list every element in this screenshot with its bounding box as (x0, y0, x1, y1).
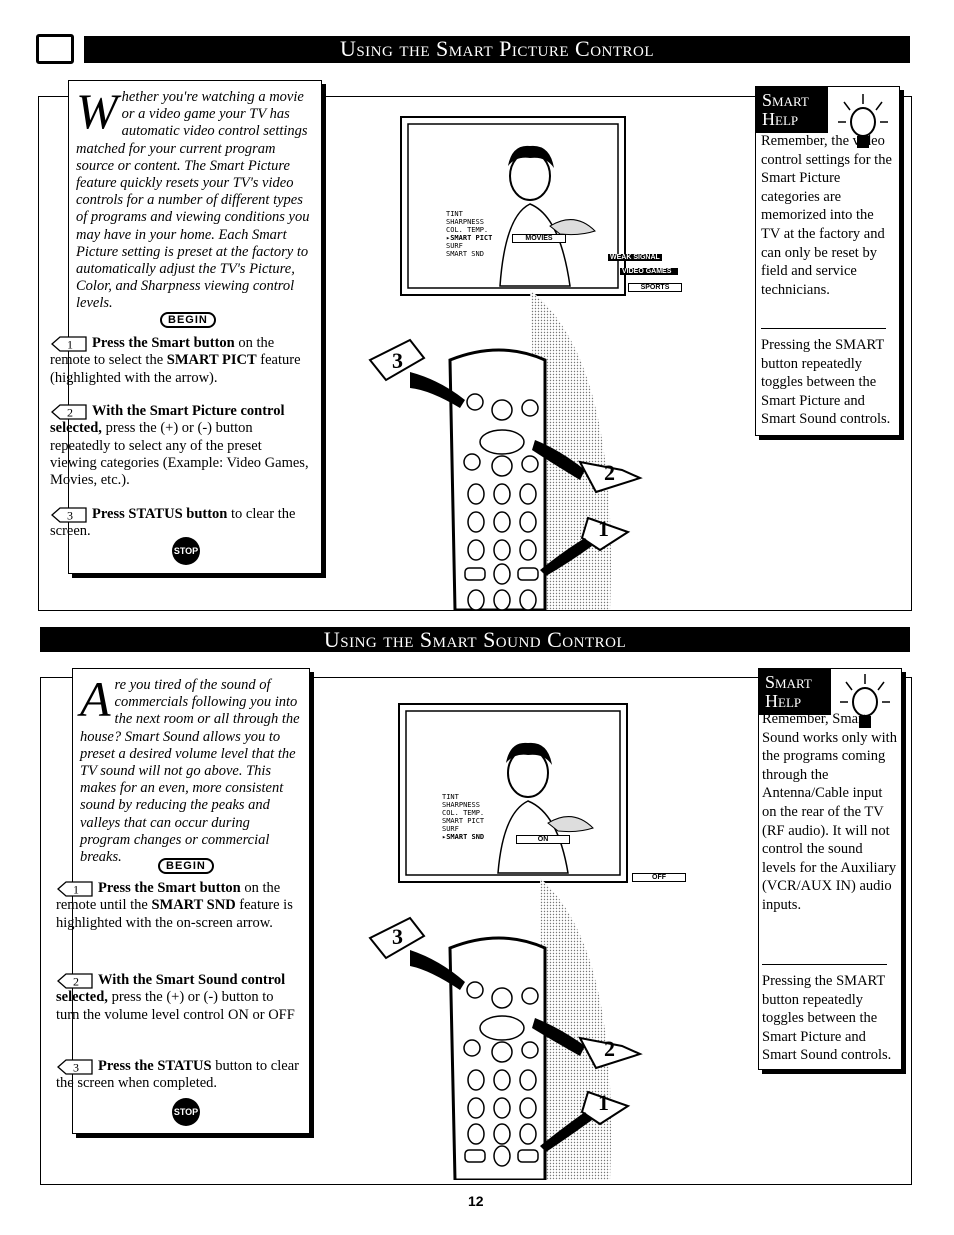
section1-remote-illustration (360, 280, 650, 610)
section2-step-1: 1 Press the Smart button on the remote until the SMART SND feature is highlighted with the on-screen arrow. (56, 880, 293, 931)
svg-text:3: 3 (73, 1060, 79, 1075)
section1-option-sports: SPORTS (628, 283, 682, 292)
section2-step-2: 2 With the Smart Sound control selected, press the (+) or (-) button to turn the volume level control ON or OFF (56, 972, 295, 1023)
svg-text:1: 1 (73, 882, 79, 897)
section1-tv-menu: TINT SHARPNESS COL. TEMP. ▸SMART PICT SURF SMART SND (446, 210, 502, 258)
section1-step-3: 3 Press STATUS button to clear the screen. (50, 506, 296, 540)
section2-help-divider (762, 964, 887, 965)
section2-tv-selected: ON (516, 835, 570, 844)
section2-step-3: 3 Press the STATUS button to clear the screen when completed. (56, 1058, 299, 1092)
section2-intro (80, 671, 302, 866)
step-3-arrow-icon (50, 507, 88, 523)
section1-dropcap: W (76, 83, 118, 139)
svg-text:2: 2 (67, 405, 73, 420)
section2-stop-icon: STOP (172, 1098, 200, 1126)
section1-tv-illustration (400, 116, 626, 296)
section1-intro-text: hether you're watching a movie or a video game your TV has automatic video control settings matched for your current program source or content. The Smart Picture feature quickly resets your TV's video controls for a number of different types of programs and viewing conditions you may have in your home. Each Smart Picture setting is preset at the factory to automatically adjust the TV's Picture, Color, and Sharpness viewing control levels. (76, 89, 310, 312)
section1-help-divider (761, 328, 886, 329)
step-1-arrow-icon (56, 881, 94, 897)
section1-stop-icon: STOP (172, 537, 200, 565)
section1-help-para2: Pressing the SMART button repeatedly toggles between the Smart Picture and Smart Sound controls. (761, 337, 891, 428)
remote-graphic (360, 868, 650, 1180)
step-2-arrow-icon (56, 973, 94, 989)
svg-text:3: 3 (67, 508, 73, 523)
section2-callout-3: 3 (392, 924, 403, 949)
section1-callout-3: 3 (392, 348, 403, 373)
section2-help-header: Smart Help (759, 669, 831, 715)
section2-begin-badge: BEGIN (158, 856, 214, 874)
section2-help-para1: Remember, Smart Sound works only with the programs coming through the Antenna/Cable input on the rear of the TV (RF audio). It will not control the sound levels for the Auxiliary (VCR/AUX IN) audio inputs. (762, 711, 897, 913)
step-2-arrow-icon (50, 404, 88, 420)
section2-title-bar (40, 627, 910, 652)
section2-intro-text: re you tired of the sound of commercials following you into the next room or all through the house? Smart Sound allows you to preset a desired volume level that the TV sound will not go above. This makes for an even, more consistent sound by reducing the peaks and valleys that can occur during program changes or commercial breaks. (80, 677, 300, 866)
section1-option-weak-signal: WEAK SIGNAL (608, 254, 662, 261)
section2-callout-2: 2 (604, 1036, 615, 1061)
page-icon-box (36, 34, 74, 64)
tv-frame-graphic (398, 703, 628, 883)
section1-callout-2: 2 (604, 460, 615, 485)
section1-title-bar (84, 36, 910, 63)
section2-tv-illustration (398, 703, 628, 883)
section2-title: Using the Smart Sound Control (323, 627, 627, 652)
section1-callout-1: 1 (598, 516, 609, 541)
tv-frame-graphic (400, 116, 626, 296)
section1-tv-selected: MOVIES (512, 234, 566, 243)
section1-help-para1: Remember, the video control settings for the Smart Picture categories are memorized into the TV at the factory and can only be reset by field and service technicians. (761, 133, 892, 298)
section1-title: Using the Smart Picture Control (339, 36, 655, 61)
section1-step-2: 2 With the Smart Picture control selected, press the (+) or (-) button repeatedly to select any of the preset viewing categories (Example: Video Games, Movies, etc.). (50, 403, 309, 489)
step-3-arrow-icon (56, 1059, 94, 1075)
step-1-arrow-icon (50, 336, 88, 352)
section1-help-header: Smart Help (756, 87, 828, 133)
section2-option-off: OFF (632, 873, 686, 882)
section2-callout-1: 1 (598, 1090, 609, 1115)
section2-tv-menu: TINT SHARPNESS COL. TEMP. SMART PICT SURF ▸SMART SND (442, 793, 498, 841)
svg-text:1: 1 (67, 337, 73, 352)
section2-remote-illustration (360, 868, 650, 1180)
section2-dropcap: A (80, 671, 111, 727)
section1-step-1: 1 Press the Smart button on the remote to select the SMART PICT feature (highlighted with the arrow). (50, 335, 301, 386)
section2-help-para2: Pressing the SMART button repeatedly toggles between the Smart Picture and Smart Sound controls. (762, 973, 892, 1064)
section1-intro (76, 83, 314, 313)
svg-text:2: 2 (73, 974, 79, 989)
remote-graphic (360, 280, 650, 610)
section1-option-video-games: VIDEO GAMES (620, 268, 678, 275)
page-number: 12 (468, 1193, 484, 1209)
section1-begin-badge: BEGIN (160, 310, 216, 328)
